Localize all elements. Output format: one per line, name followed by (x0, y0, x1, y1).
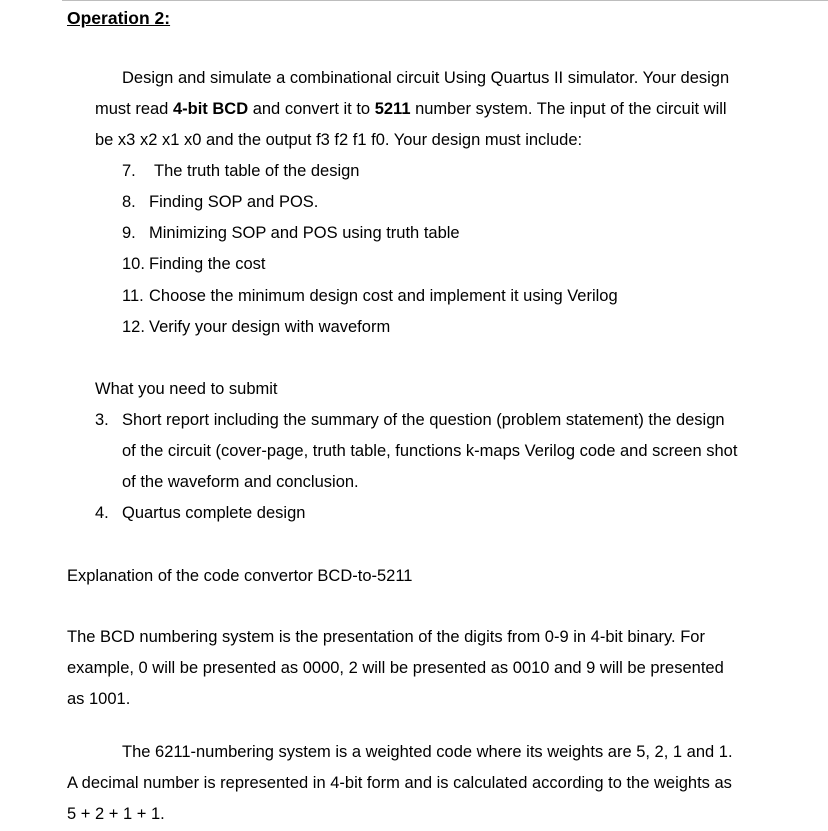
requirement-number: 10. (122, 255, 145, 273)
bcd-paragraph-line: example, 0 will be presented as 0000, 2 will be presented as 0010 and 9 will be presented (67, 659, 724, 677)
intro-line-2-pre: must read (95, 100, 173, 118)
submit-item-text: Short report including the summary of the question (problem statement) the design (122, 411, 725, 429)
bcd-paragraph-line: as 1001. (67, 690, 131, 708)
submit-item-continuation: of the circuit (cover-page, truth table, functions k-maps Verilog code and screen shot (122, 442, 738, 460)
5211-bold-term: 5211 (374, 100, 411, 118)
submit-title: What you need to submit (95, 380, 278, 398)
requirement-number: 7. (122, 162, 136, 180)
bcd-bold-term: 4-bit BCD (172, 100, 249, 118)
requirement-item (122, 223, 460, 243)
requirement-number: 8. (122, 193, 136, 211)
requirement-item (122, 317, 390, 337)
bcd-paragraph-line: The BCD numbering system is the presentation of the digits from 0-9 in 4-bit binary. For (67, 628, 705, 646)
submit-item-continuation: of the waveform and conclusion. (122, 473, 359, 491)
requirement-number: 9. (122, 224, 136, 242)
requirement-number: 11. (122, 287, 144, 305)
explanation-title: Explanation of the code convertor BCD-to-5211 (67, 567, 413, 585)
intro-line-1: Design and simulate a combinational circuit Using Quartus II simulator. Your design (122, 69, 730, 87)
intro-line-2 (95, 99, 727, 119)
intro-line-3: be x3 x2 x1 x0 and the output f3 f2 f1 f0. Your design must include: (95, 131, 583, 149)
requirement-item (122, 254, 265, 274)
requirement-text: Finding the cost (149, 255, 266, 273)
requirement-item (122, 161, 359, 181)
submit-item-number: 4. (95, 504, 109, 522)
requirement-text: Finding SOP and POS. (149, 193, 319, 211)
submit-item (95, 503, 305, 523)
intro-line-2-post: number system. The input of the circuit will (410, 100, 727, 118)
weighted-paragraph-line: A decimal number is represented in 4-bit form and is calculated according to the weights as (67, 774, 732, 792)
operation-heading: Operation 2: (67, 8, 171, 28)
weighted-paragraph-line: The 6211-numbering system is a weighted code where its weights are 5, 2, 1 and 1. (122, 743, 733, 761)
submit-item-number: 3. (95, 411, 109, 429)
weighted-paragraph-line: 5 + 2 + 1 + 1. (67, 805, 165, 823)
requirement-text: Choose the minimum design cost and implement it using Verilog (149, 287, 618, 305)
submit-item (95, 410, 725, 430)
intro-line-2-mid: and convert it to (248, 100, 375, 118)
submit-item-text: Quartus complete design (122, 504, 306, 522)
requirement-item (122, 286, 618, 306)
requirement-text: Minimizing SOP and POS using truth table (149, 224, 460, 242)
requirement-text: The truth table of the design (154, 162, 360, 180)
requirement-text: Verify your design with waveform (149, 318, 391, 336)
requirement-number: 12. (122, 318, 145, 336)
requirement-item (122, 192, 318, 212)
top-rule (62, 0, 828, 1)
